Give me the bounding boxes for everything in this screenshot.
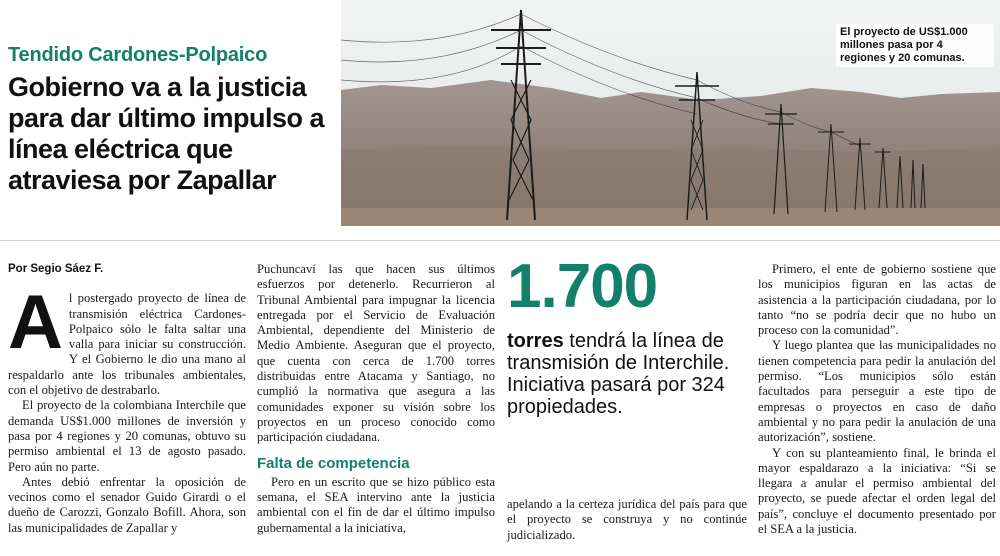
- subheading: Falta de competencia: [257, 454, 410, 472]
- paragraph: Puchuncaví las que hacen sus últimos esfuerzos por detenerlo. Recurrieron al Tribunal Ambiental para impugnar la licencia entregada por el Servicio de Evaluación Ambiental, dependiente del Ministerio de Medio Ambiente. Aseguran que el proyecto, que cuenta con cerca de 1.700 torres distribuidas entre Atacama y Santiago, no cumplió la normativa que asegura a las comunidades exponer su visión sobre los proyectos en un proceso conocido como participación ciudadana.: [257, 262, 495, 445]
- article-column-1: [8, 262, 246, 536]
- kicker: Tendido Cardones-Polpaico: [8, 44, 268, 66]
- paragraph: Pero en un escrito que se hizo público esta semana, el SEA intervino ante la justicia ambiental con el fin de dar el último impulso gubernamental a la iniciativa,: [257, 474, 495, 535]
- stat-line-2: Iniciativa pasará por 324 propiedades.: [507, 374, 725, 418]
- article-column-3: [507, 497, 747, 543]
- paragraph: El proyecto de la colombiana Interchile que demanda US$1.000 millones de inversión y pasa por 4 regiones y 20 comunas, obtuvo su permiso ambiental el 13 de agosto pasado. Pero aún no parte.: [8, 398, 246, 474]
- paragraph: Y luego plantea que las municipalidades no tienen competencia para pedir la anulación del permiso. “Los municipios sólo están facultados para perseguir a este tipo de empresas o proyectos en caso de daño ambiental y no para pedir la anulación de una autorización”, sostiene.: [758, 338, 996, 445]
- paragraph: Antes debió enfrentar la oposición de vecinos como el senador Guido Girardi o el dueño de Carozzi, Gonzalo Bofill. Ahora, son las municipalidades de Zapallar y: [8, 474, 246, 535]
- article-column-2: [257, 262, 495, 536]
- headline: Gobierno va a la justicia para dar último impulso a línea eléctrica que atraviesa por Zapallar: [8, 72, 325, 195]
- paragraph: Primero, el ente de gobierno sostiene que los municipios figuran en las actas de asistencia a la participación ciudadana, por lo tanto “no se podría decir que no hubo un proceso con la comunidad”.: [758, 262, 996, 338]
- power-lines-photo: [341, 0, 1000, 226]
- drop-cap: A: [8, 280, 63, 366]
- photo-caption: El proyecto de US$1.000 millones pasa por 4 regiones y 20 comunas.: [836, 24, 994, 67]
- stat-description: [507, 330, 747, 374]
- section-divider: [0, 240, 1000, 241]
- lead-paragraph: [8, 280, 246, 398]
- stat-rest: tendrá la línea de transmisión de Interchile.: [507, 330, 730, 374]
- stat-bold-word: torres: [507, 330, 564, 352]
- paragraph: apelando a la certeza jurídica del país para que el proyecto se construya y no continúe judicializado.: [507, 497, 747, 542]
- paragraph: Y con su planteamiento final, le brinda el mayor espaldarazo a la iniciativa: “Si se llegara a anular el permiso ambiental del proyecto, se puede afectar el orden legal del país”, concluye el documento presentado por el SEA a la justicia.: [758, 445, 996, 537]
- article-column-4: [758, 262, 996, 537]
- lead-text: l postergado proyecto de línea de transmisión eléctrica Cardones-Polpaico sólo le falta saltar una valla para iniciar su construcción. Y el Gobierno le dio una mano al respaldarlo ante los tribunales ambientales, con el objetivo de destrabarlo.: [8, 291, 246, 398]
- stat-box: [507, 252, 747, 418]
- stat-number: 1.700: [507, 252, 658, 321]
- byline: Por Segio Sáez F.: [8, 263, 104, 275]
